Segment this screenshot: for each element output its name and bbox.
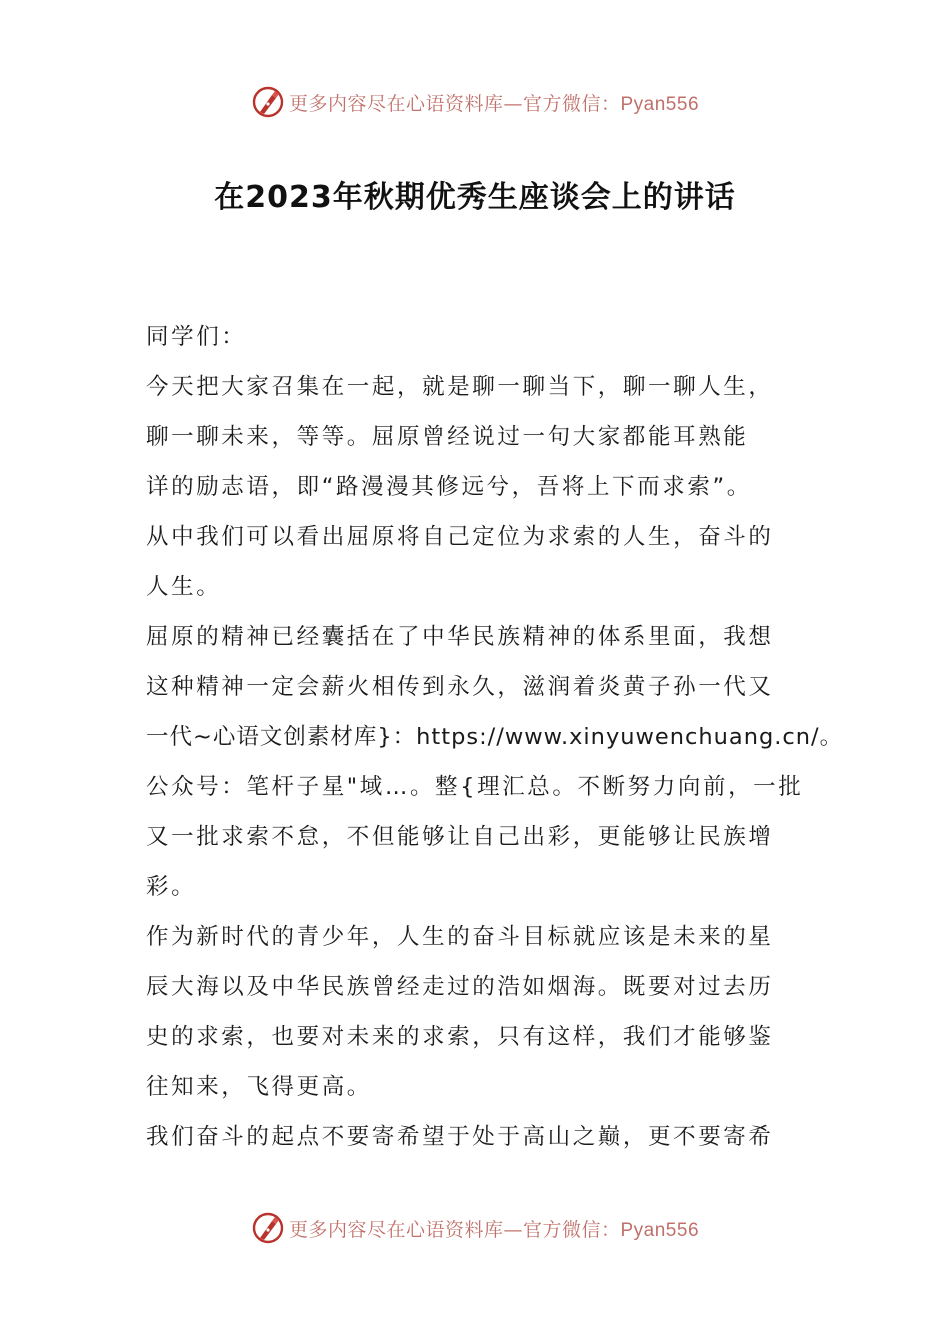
body-line: 又一批求索不怠，不但能够让自己出彩，更能够让民族增	[146, 824, 774, 850]
banner-text	[289, 89, 699, 116]
body-line: 聊一聊未来，等等。屈原曾经说过一句大家都能耳熟能	[146, 424, 749, 450]
document-title: 在2023年秋期优秀生座谈会上的讲话	[214, 180, 736, 215]
body-line: 作为新时代的青少年，人生的奋斗目标就应该是未来的星	[146, 924, 774, 950]
pen-nib-icon	[251, 1211, 285, 1245]
pen-nib-icon	[251, 85, 285, 119]
body-line: 详的励志语，即“路漫漫其修远兮，吾将上下而求索”。	[146, 474, 752, 500]
speech-body	[146, 312, 844, 1162]
body-line: 我们奋斗的起点不要寄希望于处于高山之巅，更不要寄希	[146, 1124, 774, 1150]
banner-main-text: 更多内容尽在心语资料库—官方微信：	[288, 1218, 621, 1241]
body-line: 公众号：笔杆子星"域…。整{理汇总。不断努力向前，一批	[146, 774, 804, 800]
body-line: 彩。	[146, 874, 197, 900]
body-line: 辰大海以及中华民族曾经走过的浩如烟海。既要对过去历	[146, 974, 774, 1000]
body-line-with-url: 一代~心语文创素材库}：https://www.xinyuwenchuang.cn/。	[146, 724, 844, 750]
body-line: 同学们：	[146, 324, 247, 350]
banner-text	[289, 1215, 699, 1242]
banner-wechat-handle: Pyan556	[620, 1219, 700, 1241]
body-line: 从中我们可以看出屈原将自己定位为求索的人生，奋斗的	[146, 524, 774, 550]
banner-wechat-handle: Pyan556	[620, 93, 700, 115]
body-line: 今天把大家召集在一起，就是聊一聊当下，聊一聊人生，	[146, 374, 774, 400]
body-line: 史的求索，也要对未来的求索，只有这样，我们才能够鉴	[146, 1024, 774, 1050]
body-line: 人生。	[146, 574, 222, 600]
header-banner	[0, 82, 950, 122]
banner-main-text: 更多内容尽在心语资料库—官方微信：	[288, 92, 621, 115]
body-line: 屈原的精神已经囊括在了中华民族精神的体系里面，我想	[146, 624, 774, 650]
body-line: 这种精神一定会薪火相传到永久，滋润着炎黄子孙一代又	[146, 674, 774, 700]
footer-banner	[0, 1208, 950, 1248]
body-line: 往知来，飞得更高。	[146, 1074, 372, 1100]
